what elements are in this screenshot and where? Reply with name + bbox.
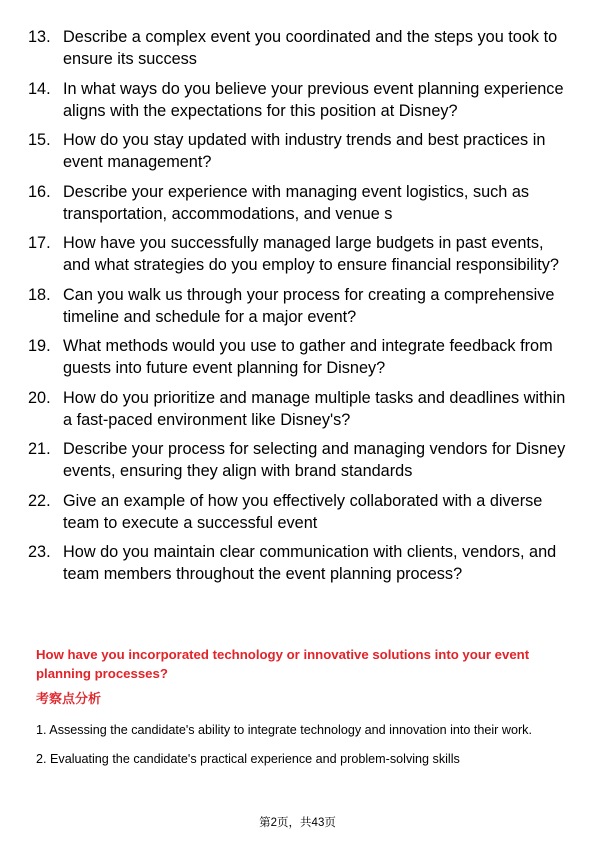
analysis-points <box>36 716 566 774</box>
list-item <box>0 490 595 534</box>
question-number: 19. <box>28 337 51 355</box>
question-number: 21. <box>28 440 51 458</box>
list-item <box>0 387 595 431</box>
analysis-point: 2. Evaluating the candidate's practical experience and problem-solving skills <box>36 752 460 766</box>
list-item <box>0 78 595 122</box>
list-item <box>0 335 595 379</box>
list-item <box>0 26 595 70</box>
question-number: 17. <box>28 234 51 252</box>
list-item <box>0 181 595 225</box>
question-number: 22. <box>28 491 51 510</box>
question-text: Describe your experience with managing event logistics, such as transportation, accommodations, and venue s <box>63 182 530 223</box>
list-item <box>0 232 595 276</box>
question-text: Give an example of how you effectively collaborated with a diverse team to execute a successful event <box>63 491 543 532</box>
question-number: 15. <box>28 131 51 149</box>
question-number: 20. <box>28 388 51 407</box>
featured-question: How have you incorporated technology or innovative solutions into your event planning processes? <box>36 647 530 681</box>
question-list <box>0 26 595 593</box>
question-text: How do you stay updated with industry trends and best practices in event management? <box>63 131 546 171</box>
list-item <box>0 438 595 482</box>
analysis-heading: 考察点分析 <box>36 691 102 706</box>
question-text: How do you maintain clear communication with clients, vendors, and team members throughout the event planning process? <box>63 543 557 583</box>
question-text: Describe your process for selecting and managing vendors for Disney events, ensuring they align with brand standards <box>63 440 566 480</box>
page-footer: 第2页，共43页 <box>259 817 336 829</box>
question-number: 23. <box>28 543 51 561</box>
question-text: How have you successfully managed large budgets in past events, and what strategies do you employ to ensure financial responsibility? <box>63 234 559 274</box>
question-number: 14. <box>28 79 51 98</box>
list-item <box>0 541 595 585</box>
question-number: 16. <box>28 182 51 201</box>
question-text: What methods would you use to gather and integrate feedback from guests into future event planning for Disney? <box>63 337 553 377</box>
analysis-point: 1. Assessing the candidate's ability to integrate technology and innovation into their work. <box>36 723 532 737</box>
question-text: In what ways do you believe your previous event planning experience aligns with the expectations for this position at Disney? <box>63 79 564 120</box>
question-text: Can you walk us through your process for creating a comprehensive timeline and schedule for a major event? <box>63 285 555 326</box>
list-item <box>0 129 595 173</box>
question-number: 13. <box>28 28 51 46</box>
list-item <box>0 284 595 328</box>
question-text: How do you prioritize and manage multiple tasks and deadlines within a fast-paced environment like Disney's? <box>63 388 566 429</box>
question-text: Describe a complex event you coordinated and the steps you took to ensure its success <box>63 28 558 68</box>
question-number: 18. <box>28 285 51 304</box>
